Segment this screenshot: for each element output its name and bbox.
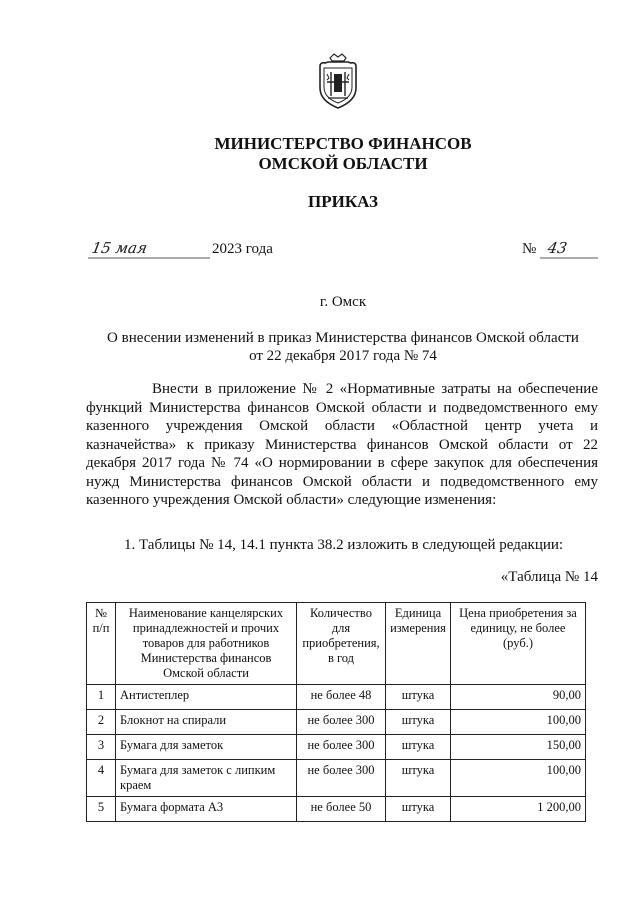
cell-name: Блокнот на спирали <box>116 710 297 735</box>
header-number: № п/п <box>87 603 116 685</box>
cell-name: Бумага для заметок с липким краем <box>116 760 297 797</box>
cell-unit: штука <box>386 760 451 797</box>
table-row <box>87 760 586 797</box>
cell-unit: штука <box>386 797 451 822</box>
order-number-label: № <box>522 241 537 257</box>
cell-quantity: не более 300 <box>297 760 386 797</box>
svg-text:15 мая: 15 мая <box>90 239 149 257</box>
header-quantity: Количество для приобретения, в год <box>297 603 386 685</box>
table-row <box>87 797 586 822</box>
cell-number: 5 <box>87 797 116 822</box>
cell-unit: штука <box>386 685 451 710</box>
cell-price: 90,00 <box>451 685 586 710</box>
handwritten-order-number <box>540 236 600 262</box>
ministry-name-line1: МИНИСТЕРСТВО ФИНАНСОВ <box>214 134 472 153</box>
cell-name: Бумага формата А3 <box>116 797 297 822</box>
cell-number: 2 <box>87 710 116 735</box>
ministry-name-line2: ОМСКОЙ ОБЛАСТИ <box>258 154 428 173</box>
cell-unit: штука <box>386 710 451 735</box>
table-header-row <box>87 603 586 685</box>
norms-table <box>86 602 586 822</box>
table-row <box>87 735 586 760</box>
cell-quantity: не более 300 <box>297 710 386 735</box>
cell-quantity: не более 300 <box>297 735 386 760</box>
cell-quantity: не более 50 <box>297 797 386 822</box>
cell-number: 1 <box>87 685 116 710</box>
order-title: ПРИКАЗ <box>308 192 378 211</box>
cell-name: Бумага для заметок <box>116 735 297 760</box>
item-1: 1. Таблицы № 14, 14.1 пункта 38.2 изложить в следующей редакции: <box>124 537 564 553</box>
cell-price: 100,00 <box>451 760 586 797</box>
cell-quantity: не более 48 <box>297 685 386 710</box>
table-row <box>87 710 586 735</box>
city: г. Омск <box>319 294 367 310</box>
coat-of-arms-emblem <box>316 52 360 110</box>
cell-unit: штука <box>386 735 451 760</box>
order-subject-line1: О внесении изменений в приказ Министерства финансов Омской области <box>107 330 579 346</box>
cell-number: 4 <box>87 760 116 797</box>
header-price: Цена приобретения за единицу, не более (руб.) <box>451 603 586 685</box>
cell-name: Антистеплер <box>116 685 297 710</box>
order-year: 2023 года <box>212 241 273 257</box>
cell-price: 150,00 <box>451 735 586 760</box>
header-name: Наименование канцелярских принадлежностей и прочих товаров для работников Министерства финансов Омской области <box>116 603 297 685</box>
header-unit: Единица измерения <box>386 603 451 685</box>
cell-price: 100,00 <box>451 710 586 735</box>
cell-price: 1 200,00 <box>451 797 586 822</box>
cell-number: 3 <box>87 735 116 760</box>
svg-text:43: 43 <box>546 239 569 257</box>
body-paragraph: Внести в приложение № 2 «Нормативные затраты на обеспечение функций Министерства финансов Омской области и подведомственного ему казенного учреждения Омской области «Областной центр учета и казначейства» к приказу Министерства финансов Омской области от 22 декабря 2017 года № 74 «О нормировании в сфере закупок для обеспечения нужд Министерства финансов Омской области и подведомственного ему казенного учреждения Омской области» следующие изменения: <box>86 381 598 508</box>
handwritten-date <box>88 236 210 262</box>
table-row <box>87 685 586 710</box>
table-caption: «Таблица № 14 <box>500 569 598 585</box>
order-subject-line2: от 22 декабря 2017 года № 74 <box>249 348 437 364</box>
